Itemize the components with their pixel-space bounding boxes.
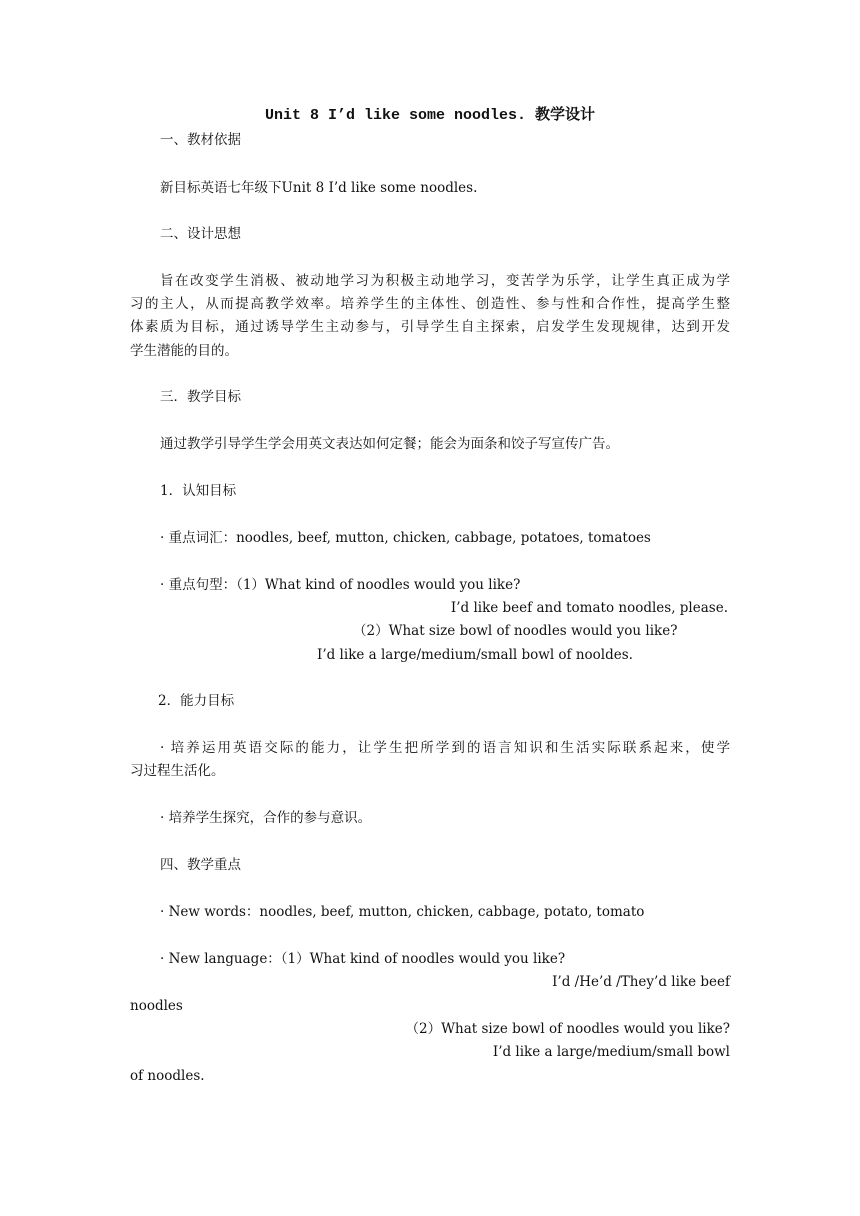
ability-goal-line: · 培养运用英语交际的能力，让学生把所学到的语言知识和生活实际联系起来，使学: [160, 740, 730, 756]
key-pattern-line: （2）What size bowl of noodles would you like?: [353, 623, 678, 639]
ability-goal-line: 习过程生活化。: [130, 763, 225, 779]
key-vocabulary: · 重点词汇：noodles, beef, mutton, chicken, cabbage, potatoes, tomatoes: [160, 530, 651, 546]
new-language-line: I’d like a large/medium/small bowl: [492, 1044, 730, 1060]
new-language-line: of noodles.: [130, 1068, 205, 1084]
key-pattern-line: · 重点句型：（1）What kind of noodles would you like?: [160, 577, 521, 593]
section-2-line: 习的主人，从而提高教学效率。培养学生的主体性、创造性、参与性和合作性，提高学生整: [130, 296, 730, 312]
section-1-text: 新目标英语七年级下Unit 8 I’d like some noodles.: [160, 180, 478, 196]
section-3-text: 通过教学引导学生学会用英文表达如何定餐；能会为面条和饺子写宣传广告。: [160, 436, 619, 452]
section-1-heading: 一、教材依据: [160, 132, 241, 148]
new-language-line: · New language：（1）What kind of noodles would you like?: [160, 951, 566, 967]
ability-goals-heading: 2．能力目标: [158, 693, 235, 709]
section-2-heading: 二、设计思想: [160, 226, 241, 242]
section-4-heading: 四、教学重点: [160, 857, 241, 873]
section-2-line: 旨在改变学生消极、被动地学习为积极主动地学习，变苦学为乐学，让学生真正成为学: [160, 273, 730, 289]
ability-goal-line: · 培养学生探究，合作的参与意识。: [160, 810, 372, 826]
key-pattern-line: I’d like a large/medium/small bowl of nooldes.: [317, 647, 633, 663]
key-pattern-line: I’d like beef and tomato noodles, please.: [450, 600, 728, 616]
new-language-line: I’d /He’d /They’d like beef: [552, 974, 730, 990]
document-title: Unit 8 I’d like some noodles. 教学设计: [264, 107, 596, 124]
new-language-line: （2）What size bowl of noodles would you like?: [405, 1021, 730, 1037]
section-2-line: 学生潜能的目的。: [130, 343, 238, 359]
new-words-line: · New words：noodles, beef, mutton, chicken, cabbage, potato, tomato: [160, 904, 645, 920]
section-3-heading: 三．教学目标: [160, 389, 241, 405]
cognitive-goals-heading: 1．认知目标: [160, 483, 237, 499]
new-language-line: noodles: [130, 998, 183, 1014]
section-2-line: 体素质为目标，通过诱导学生主动参与，引导学生自主探索，启发学生发现规律，达到开发: [130, 319, 730, 335]
